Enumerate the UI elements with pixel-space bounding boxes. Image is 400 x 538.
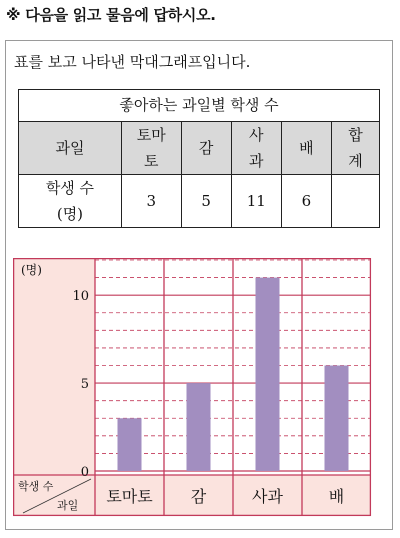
intro-text: 표를 보고 나타낸 막대그래프입니다. (14, 53, 251, 71)
header-col-persimmon: 감 (181, 122, 231, 175)
header-label: 과일 (19, 122, 122, 175)
table-header-row (19, 122, 380, 175)
y-tick-label: 5 (80, 377, 89, 393)
bar-chart (13, 258, 373, 517)
table-title-row (19, 90, 380, 122)
category-label: 토마토 (106, 487, 153, 506)
corner-label-top: 학생 수 (18, 480, 54, 493)
table-value-row (19, 175, 380, 228)
value-tomato: 3 (121, 175, 181, 228)
category-label: 감 (190, 487, 207, 506)
y-tick-label: 0 (80, 465, 89, 480)
header-col-tomato: 토마 토 (121, 122, 181, 175)
header-col-pear: 배 (281, 122, 331, 175)
value-pear: 6 (281, 175, 331, 228)
bar-2 (256, 278, 280, 471)
table-title: 좋아하는 과일별 학생 수 (19, 90, 380, 122)
value-total-blank (331, 175, 379, 228)
value-persimmon: 5 (181, 175, 231, 228)
bar-0 (118, 418, 142, 471)
row-label: 학생 수 (명) (19, 175, 122, 228)
corner-label-bottom: 과일 (57, 499, 79, 512)
value-apple: 11 (231, 175, 281, 228)
y-tick-label: 10 (72, 289, 89, 305)
header-col-apple: 사 과 (231, 122, 281, 175)
bar-3 (325, 366, 349, 472)
header-col-total: 합 계 (331, 122, 379, 175)
category-label: 사과 (252, 487, 283, 506)
instruction-text: ※ 다음을 읽고 물음에 답하시오. (6, 6, 216, 24)
data-table (18, 89, 380, 228)
bar-1 (187, 383, 211, 471)
category-label: 배 (328, 487, 345, 506)
y-unit-label: (명) (21, 263, 42, 277)
